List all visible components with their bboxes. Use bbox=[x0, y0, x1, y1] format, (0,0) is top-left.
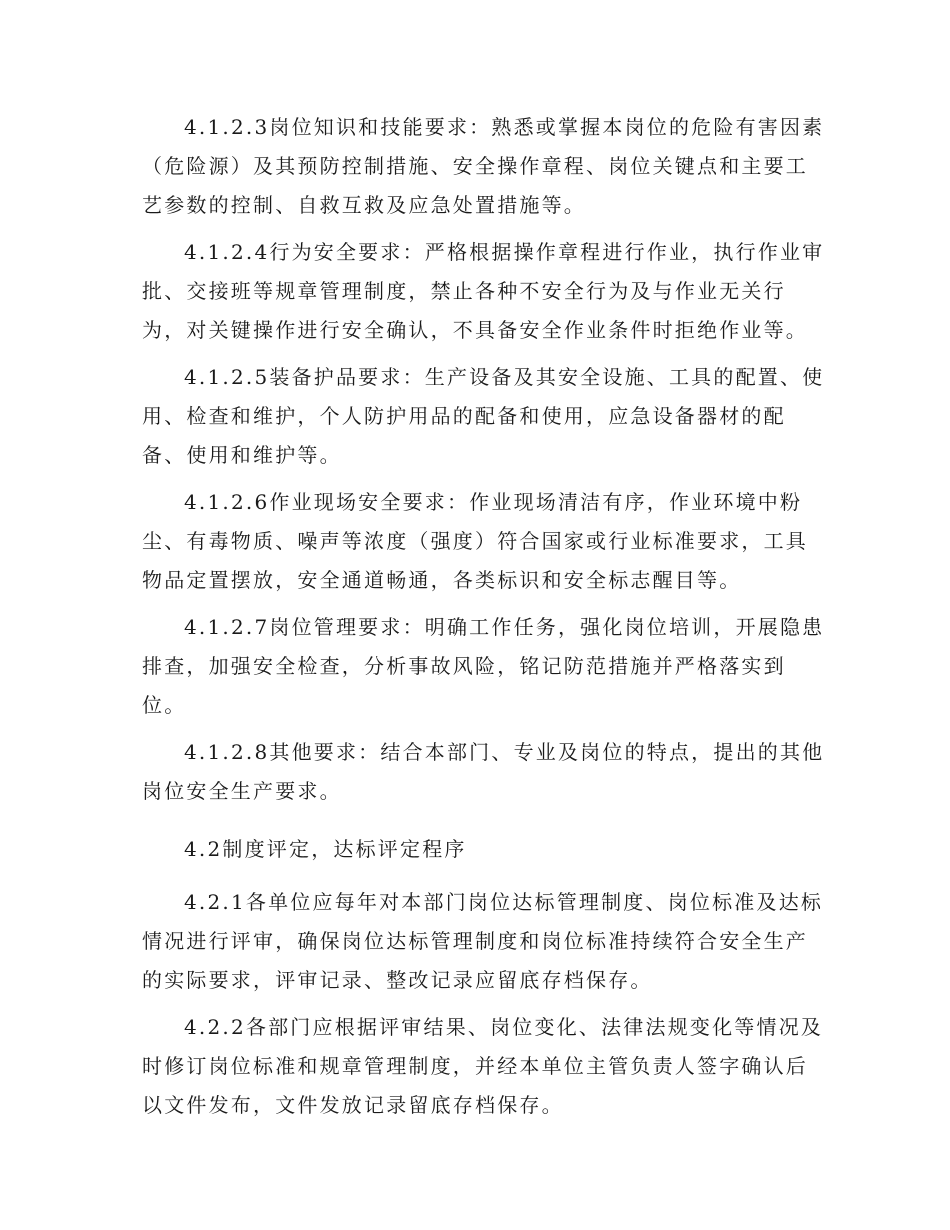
paragraph-line: 备、使用和维护等。 bbox=[142, 443, 342, 467]
paragraph-4-1-2-4 bbox=[142, 233, 825, 350]
paragraph-line: 排查，加强安全检查，分析事故风险，铭记防范措施并严格落实到 bbox=[142, 654, 786, 678]
paragraph-line: 情况进行评审，确保岗位达标管理制度和岗位标准持续符合安全生产 bbox=[142, 929, 808, 953]
paragraph-4-1-2-3 bbox=[142, 108, 825, 225]
paragraph-line: 4.1.2.5装备护品要求：生产设备及其安全设施、工具的配置、使 bbox=[184, 365, 825, 389]
paragraph-line: 物品定置摆放，安全通道畅通，各类标识和安全标志醒目等。 bbox=[142, 568, 742, 592]
paragraph-line: 4.2.1各单位应每年对本部门岗位达标管理制度、岗位标准及达标 bbox=[184, 890, 824, 914]
paragraph-line: 艺参数的控制、自救互救及应急处置措施等。 bbox=[142, 193, 586, 217]
paragraph-4-1-2-5 bbox=[142, 358, 825, 475]
paragraph-line: 4.1.2.3岗位知识和技能要求：熟悉或掌握本岗位的危险有害因素 bbox=[184, 115, 825, 139]
paragraph-line: （危险源）及其预防控制措施、安全操作章程、岗位关键点和主要工 bbox=[142, 154, 808, 178]
section-heading-4-2 bbox=[142, 830, 822, 869]
paragraph-line: 位。 bbox=[142, 693, 187, 717]
paragraph-line: 用、检查和维护，个人防护用品的配备和使用，应急设备器材的配 bbox=[142, 404, 786, 428]
paragraph-line: 岗位安全生产要求。 bbox=[142, 779, 342, 803]
paragraph-line: 为，对关键操作进行安全确认，不具备安全作业条件时拒绝作业等。 bbox=[142, 318, 808, 342]
paragraph-line: 4.2.2各部门应根据评审结果、岗位变化、法律法规变化等情况及 bbox=[184, 1015, 824, 1039]
section-heading: 4.2制度评定，达标评定程序 bbox=[184, 837, 467, 861]
paragraph-4-2-2 bbox=[142, 1008, 822, 1125]
paragraph-line: 批、交接班等规章管理制度，禁止各种不安全行为及与作业无关行 bbox=[142, 279, 786, 303]
paragraph-4-1-2-8 bbox=[142, 733, 825, 811]
paragraph-line: 尘、有毒物质、噪声等浓度（强度）符合国家或行业标准要求，工具 bbox=[142, 529, 808, 553]
paragraph-line: 4.1.2.6作业现场安全要求：作业现场清洁有序，作业环境中粉 bbox=[184, 490, 803, 514]
paragraph-line: 4.1.2.4行为安全要求：严格根据操作章程进行作业，执行作业审 bbox=[184, 240, 825, 264]
paragraph-line: 的实际要求，评审记录、整改记录应留底存档保存。 bbox=[142, 968, 653, 992]
paragraph-4-1-2-7 bbox=[142, 608, 825, 725]
paragraph-line: 时修订岗位标准和规章管理制度，并经本单位主管负责人签字确认后 bbox=[142, 1054, 808, 1078]
paragraph-4-1-2-6 bbox=[142, 483, 822, 600]
paragraph-4-2-1 bbox=[142, 883, 822, 1000]
paragraph-line: 4.1.2.7岗位管理要求：明确工作任务，强化岗位培训，开展隐患 bbox=[184, 615, 825, 639]
paragraph-line: 以文件发布，文件发放记录留底存档保存。 bbox=[142, 1093, 564, 1117]
paragraph-line: 4.1.2.8其他要求：结合本部门、专业及岗位的特点，提出的其他 bbox=[184, 740, 825, 764]
